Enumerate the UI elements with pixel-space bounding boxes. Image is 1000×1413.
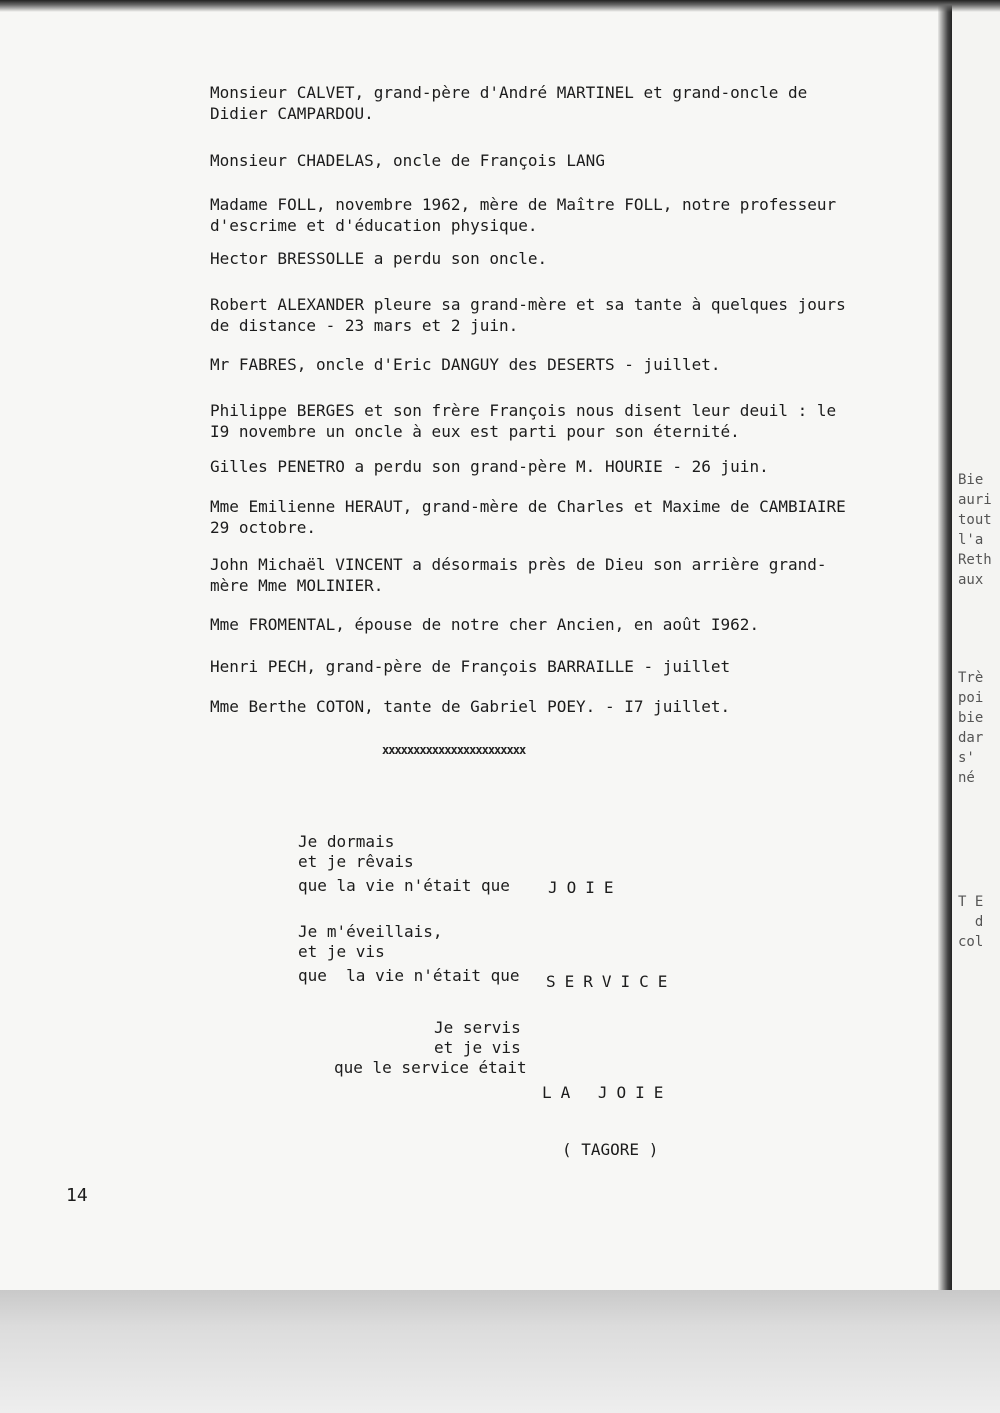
obituary-entry: Mme FROMENTAL, épouse de notre cher Ancien, en août I962. <box>210 615 760 634</box>
scan-bottom-margin <box>0 1290 1000 1413</box>
poem-attribution: ( TAGORE ) <box>562 1140 659 1159</box>
obituary-entry: Mme Emilienne HERAUT, grand-mère de Charles et Maxime de CAMBIAIRE 29 octobre. <box>210 497 846 537</box>
poem-emphasis: JOIE <box>548 878 623 897</box>
poem-line: et je vis <box>434 1038 521 1057</box>
poem-line: que le service était <box>334 1058 527 1077</box>
obituary-entry: Robert ALEXANDER pleure sa grand-mère et sa tante à quelques jours de distance - 23 mars et 2 juin. <box>210 295 846 335</box>
page-number: 14 <box>66 1185 88 1206</box>
obituary-entry: Mme Berthe COTON, tante de Gabriel POEY. - I7 juillet. <box>210 697 731 716</box>
adjacent-page <box>952 0 1000 1300</box>
obituary-entry: Monsieur CHADELAS, oncle de François LANG <box>210 151 605 170</box>
adjacent-page-text: T E d col <box>958 894 984 950</box>
poem-line: et je rêvais <box>298 852 414 871</box>
obituary-entry: Madame FOLL, novembre 1962, mère de Maître FOLL, notre professeur d'escrime et d'éducation physique. <box>210 195 837 235</box>
obituary-entry: John Michaël VINCENT a désormais près de Dieu son arrière grand- mère Mme MOLINIER. <box>210 555 827 595</box>
scan-top-edge <box>0 0 1000 12</box>
poem-line: que la vie n'était que <box>298 966 520 985</box>
obituary-entry: Gilles PENETRO a perdu son grand-père M. HOURIE - 26 juin. <box>210 457 769 476</box>
obituary-entry: Monsieur CALVET, grand-père d'André MARTINEL et grand-oncle de Didier CAMPARDOU. <box>210 83 808 123</box>
poem-line: Je dormais <box>298 832 395 851</box>
page-gutter-shadow <box>938 0 952 1300</box>
obituary-entry: Philippe BERGES et son frère François nous disent leur deuil : le I9 novembre un oncle à eux est parti pour son éternité. <box>210 401 837 441</box>
poem-line: Je servis <box>434 1018 521 1037</box>
obituary-entry: Henri PECH, grand-père de François BARRAILLE - juillet <box>210 657 731 676</box>
obituary-entry: Hector BRESSOLLE a perdu son oncle. <box>210 249 548 268</box>
separator-line: xxxxxxxxxxxxxxxxxxxxxxx <box>382 743 526 757</box>
poem-emphasis: LA JOIE <box>542 1083 673 1102</box>
poem-emphasis: SERVICE <box>546 972 677 991</box>
poem-line: et je vis <box>298 942 385 961</box>
poem-line: que la vie n'était que <box>298 876 510 895</box>
adjacent-page-text: Bie auri tout l'a Reth aux <box>958 472 992 588</box>
obituary-entry: Mr FABRES, oncle d'Eric DANGUY des DESERTS - juillet. <box>210 355 721 374</box>
adjacent-page-text: Trè poi bie dar s' né <box>958 670 984 786</box>
poem-line: Je m'éveillais, <box>298 922 443 941</box>
